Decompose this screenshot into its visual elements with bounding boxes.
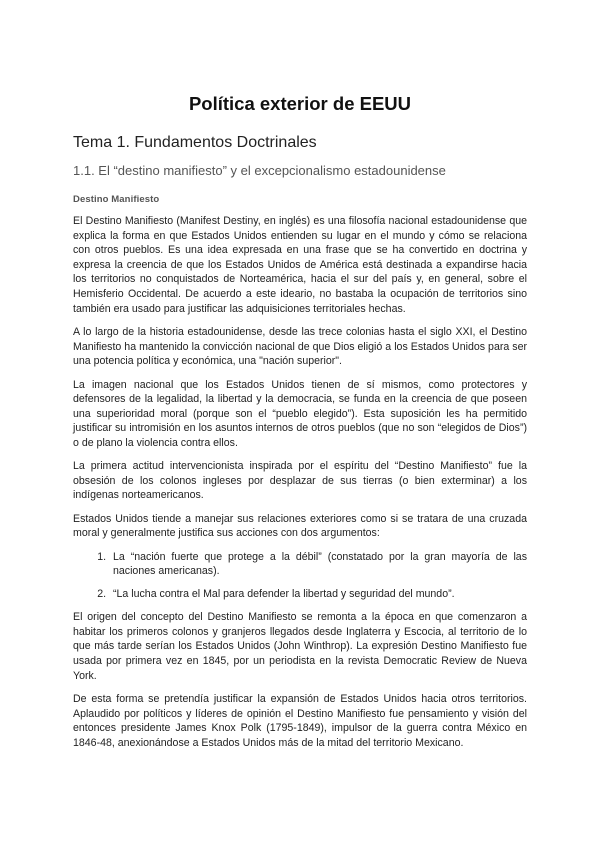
paragraph: El origen del concepto del Destino Manifiesto se remonta a la época en que comenzaron a habitar los primeros colonos y granjeros llegados desde Inglaterra y Escocia, al territorio de lo que más tarde serían los Estados Unidos (John Winthrop). La expresión Destino Manifiesto fue usada por primera vez en 1845, por un periodista en la revista Democratic Review de Nueva York. — [73, 611, 527, 682]
paragraph: A lo largo de la historia estadounidense, desde las trece colonias hasta el siglo XXI, el Destino Manifiesto ha mantenido la convicción nacional de que Dios eligió a los Estados Unidos para ser una potencia política y económica, una "nación superior". — [73, 325, 527, 368]
topic-heading: Tema 1. Fundamentos Doctrinales — [73, 134, 317, 151]
document-title: Política exterior de EEUU — [188, 93, 412, 114]
section-label: Destino Manifiesto — [73, 194, 160, 205]
paragraph: De esta forma se pretendía justificar la expansión de Estados Unidos hacia otros territorios. Aplaudido por políticos y líderes de opinión el Destino Manifiesto fue pensamiento y visión del entonces presidente James Knox Polk (1795-1849), impulsor de la guerra contra México en 1846-48, anexionándose a Estados Unidos más de la mitad del territorio Mexicano. — [73, 693, 527, 749]
paragraph: La primera actitud intervencionista inspirada por el espíritu del “Destino Manifiesto” fue la obsesión de los colonos ingleses por desplazar de sus tierras (o bien exterminar) a los indígenas norteamericanos. — [73, 460, 527, 502]
list-item: 2. “La lucha contra el Mal para defender la libertad y seguridad del mundo”. — [109, 587, 527, 602]
document-body — [73, 214, 527, 759]
arguments-list — [73, 550, 527, 602]
paragraph: Estados Unidos tiende a manejar sus relaciones exteriores como si se tratara de una cruzada moral y generalmente justifica sus acciones con dos argumentos: — [73, 512, 527, 540]
subtopic-heading: 1.1. El “destino manifiesto” y el excepcionalismo estadounidense — [73, 163, 446, 178]
paragraph: El Destino Manifiesto (Manifest Destiny, en inglés) es una filosofía nacional estadounidense que explica la forma en que Estados Unidos entienden su lugar en el mundo y cómo se relaciona con otros pueblos. Es una idea expresada en una frase que se ha convertido en doctrina y expresa la creencia de que los Estados Unidos de América está destinada a expandirse hacia los territorios no conquistados de Norteamérica, hacia el sur del país y, en general, sobre el Hemisferio Occidental. De acuerdo a este ideario, no bastaba la ocupación de territorios sino también era usado para justificar las adquisiciones territoriales hechas. — [73, 215, 527, 315]
paragraph: La imagen nacional que los Estados Unidos tienen de sí mismos, como protectores y defensores de la legalidad, la libertad y la democracia, se funda en la creencia de que poseen una superioridad moral (porque son el “pueblo elegido”). Esta suposición les ha permitido justificar su intromisión en los asuntos internos de otros pueblos (que no son “elegidos de Dios”) o de plano la violencia contra ellos. — [73, 378, 527, 449]
list-item: 1. La “nación fuerte que protege a la débil” (constatado por la gran mayoría de las naciones americanas). — [109, 550, 527, 579]
